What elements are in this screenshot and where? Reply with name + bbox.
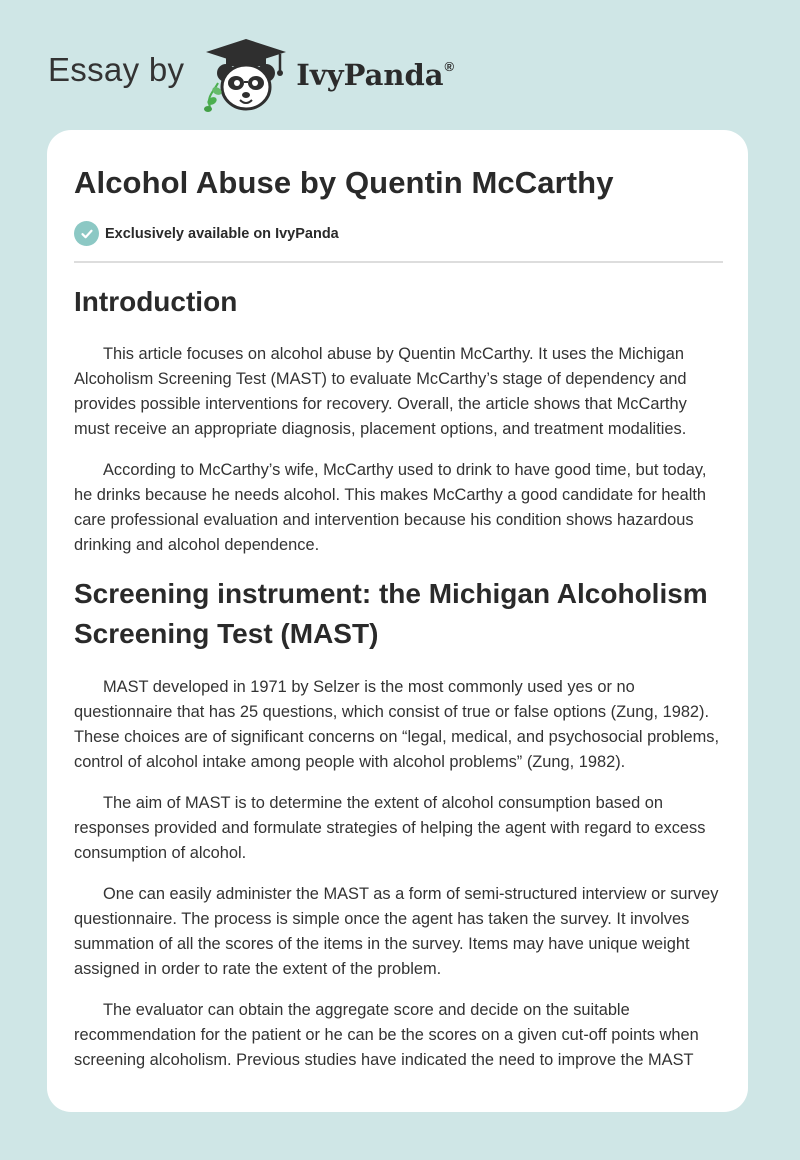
site-header <box>48 34 454 114</box>
paragraph: The evaluator can obtain the aggregate score and decide on the suitable recommendation for the patient or he can be the scores on a given cut-off points when screening alcoholism. Previous studies have indicated the need to improve the MAST <box>74 1001 699 1069</box>
paragraph: This article focuses on alcohol abuse by Quentin McCarthy. It uses the Michigan Alcoholism Screening Test (MAST) to evaluate McCarthy’s stage of dependency and provides possible interventions for recovery. Overall, the article shows that McCarthy must receive an appropriate diagnosis, placement options, and treatment modalities. <box>74 345 687 438</box>
article-body <box>74 280 723 1073</box>
essay-card <box>47 130 748 1112</box>
check-circle-icon <box>74 221 99 246</box>
exclusive-label: Exclusively available on IvyPanda <box>105 225 339 242</box>
exclusive-badge <box>74 221 339 246</box>
brand-name[interactable]: IvyPanda® <box>296 58 455 92</box>
section-heading-screening-instrument: Screening instrument: the Michigan Alcoholism Screening Test (MAST) <box>74 578 708 649</box>
page-title: Alcohol Abuse by Quentin McCarthy <box>74 165 614 200</box>
registered-mark: ® <box>444 59 455 74</box>
paragraph: MAST developed in 1971 by Selzer is the most commonly used yes or no questionnaire that has 25 questions, which consist of true or false options (Zung, 1982). These choices are of significant concerns on “legal, medical, and psychosocial problems, control of alcohol intake among people with alcohol problems” (Zung, 1982). <box>74 678 720 771</box>
divider <box>74 261 723 263</box>
section-heading-introduction: Introduction <box>74 286 238 317</box>
paragraph: One can easily administer the MAST as a form of semi-structured interview or survey questionnaire. The process is simple once the agent has taken the survey. It involves summation of all the scores of the items in the survey. Items may have unique weight assigned in order to rate the extent of the problem. <box>74 885 719 978</box>
brand-prefix: Essay by <box>48 51 185 88</box>
panda-graduate-icon[interactable] <box>200 35 292 113</box>
paragraph: According to McCarthy’s wife, McCarthy used to drink to have good time, but today, he drinks because he needs alcohol. This makes McCarthy a good candidate for health care professional evaluation and intervention because his condition shows hazardous drinking and alcohol dependence. <box>74 461 707 554</box>
paragraph: The aim of MAST is to determine the extent of alcohol consumption based on responses provided and formulate strategies of helping the agent with regard to excess consumption of alcohol. <box>74 794 706 862</box>
